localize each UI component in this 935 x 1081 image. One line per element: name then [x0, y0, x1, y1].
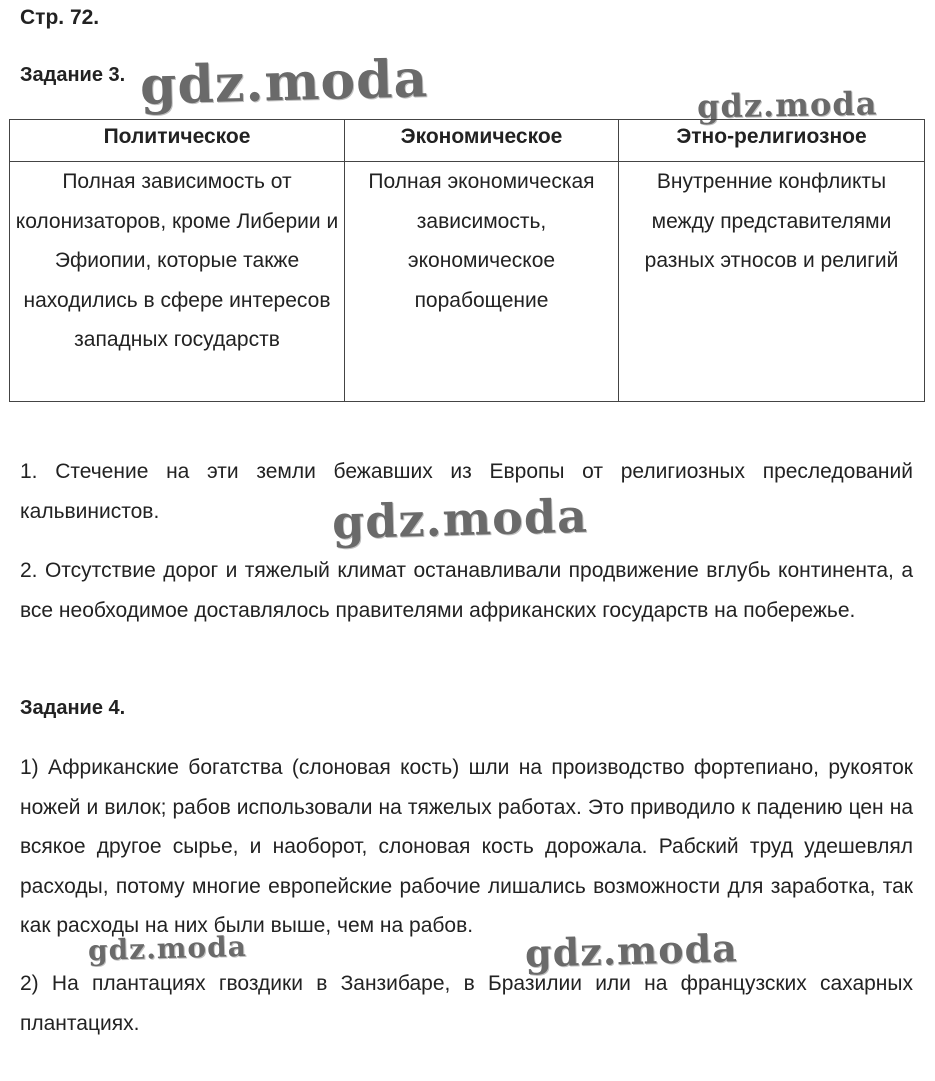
- page-header: Стр. 72.: [20, 6, 100, 29]
- watermark: gdz.moda: [696, 84, 878, 126]
- table-header-row: [10, 120, 925, 162]
- table-row: [10, 162, 925, 402]
- watermark: gdz.moda: [87, 929, 248, 968]
- header-political: Политическое: [10, 120, 345, 162]
- watermark: gdz.moda: [331, 488, 589, 550]
- header-ethno-religious: Этно-религиозное: [619, 120, 925, 162]
- cell-economic: Полная экономическая зависимость, экономическое порабощение: [345, 162, 619, 402]
- header-economic: Экономическое: [345, 120, 619, 162]
- cell-ethno-religious: Внутренние конфликты между представителями разных этносов и религий: [619, 162, 925, 402]
- task-3-answer-1: 1. Стечение на эти земли бежавших из Европы от религиозных преследований кальвинистов.: [20, 460, 913, 523]
- watermark: gdz.moda: [524, 925, 739, 976]
- cell-political: Полная зависимость от колонизаторов, кроме Либерии и Эфиопии, которые также находились в сфере интересов западных государств: [10, 162, 345, 402]
- task-3-answer-2: 2. Отсутствие дорог и тяжелый климат останавливали продвижение вглубь континента, а все необходимое доставлялось правителями африканских государств на побережье.: [20, 559, 913, 622]
- watermark: gdz.moda: [139, 48, 429, 117]
- task-3-table: [9, 119, 925, 402]
- task-3-title: Задание 3.: [20, 64, 126, 86]
- task-4-answer-2: 2) На плантациях гвоздики в Занзибаре, в Бразилии или на французских сахарных плантациях.: [20, 972, 913, 1035]
- task-4-title: Задание 4.: [20, 697, 126, 719]
- task-4-answer-1: 1) Африканские богатства (слоновая кость) шли на производство фортепиано, рукояток ножей и вилок; рабов использовали на тяжелых работах. Это приводило к падению цен на всякое другое сырье, и наоборот, слоновая кость дорожала. Рабский труд удешевлял расходы, потому многие европейские рабочие лишались возможности для заработка, так как расходы на них были выше, чем на рабов.: [20, 756, 913, 937]
